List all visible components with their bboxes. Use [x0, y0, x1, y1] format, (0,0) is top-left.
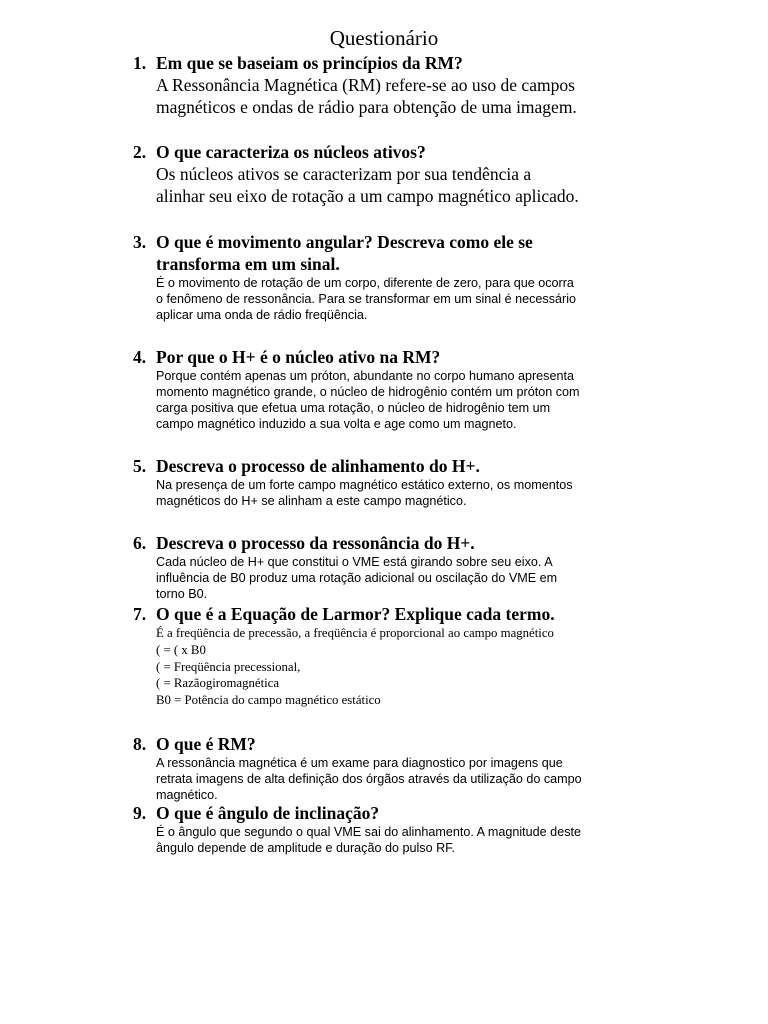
- question-7: [0, 603, 740, 709]
- question-text: Em que se baseiam os princípios da RM?: [156, 53, 463, 73]
- question-number: 7.: [133, 604, 147, 624]
- question-4: [0, 346, 740, 432]
- answer-text: É o ângulo que segundo o qual VME sai do alinhamento. A magnitude deste ângulo depende de amplitude e duração do pulso RF.: [156, 825, 581, 855]
- question-6: [0, 532, 740, 602]
- question-number: 5.: [133, 456, 147, 476]
- question-text: O que é RM?: [156, 734, 256, 754]
- answer-text: É o movimento de rotação de um corpo, diferente de zero, para que ocorra o fenômeno de ressonância. Para se transformar em um sinal é necessário aplicar uma onda de rádio freqüência.: [156, 276, 577, 322]
- question-number: 8.: [133, 734, 147, 754]
- question-text: O que é movimento angular? Descreva como ele se transforma em um sinal.: [156, 232, 533, 274]
- question-8: [0, 733, 740, 803]
- question-5: [0, 455, 740, 509]
- answer-text: É a freqüência de precessão, a freqüência é proporcional ao campo magnético ( = ( x B0 ( = Freqüência precessional, ( = Razãogiromagnética B0 = Potência do campo magnético estático: [156, 626, 554, 708]
- question-number: 1.: [133, 53, 147, 73]
- question-number: 3.: [133, 232, 147, 252]
- question-9: [0, 802, 740, 856]
- answer-text: Cada núcleo de H+ que constitui o VME está girando sobre seu eixo. A influência de B0 produz uma rotação adicional ou oscilação do VME em torno B0.: [156, 555, 558, 601]
- question-number: 9.: [133, 803, 147, 823]
- question-number: 6.: [133, 533, 147, 553]
- question-text: Descreva o processo da ressonância do H+.: [156, 533, 475, 553]
- question-3: [0, 231, 740, 323]
- page-title: Questionário: [329, 26, 439, 50]
- question-text: Descreva o processo de alinhamento do H+.: [156, 456, 480, 476]
- answer-text: Os núcleos ativos se caracterizam por sua tendência a alinhar seu eixo de rotação a um campo magnético aplicado.: [156, 164, 579, 206]
- question-number: 2.: [133, 142, 147, 162]
- answer-text: A Ressonância Magnética (RM) refere-se ao uso de campos magnéticos e ondas de rádio para obtenção de uma imagem.: [156, 75, 577, 117]
- question-text: O que caracteriza os núcleos ativos?: [156, 142, 426, 162]
- answer-text: Na presença de um forte campo magnético estático externo, os momentos magnéticos do H+ se alinham a este campo magnético.: [156, 478, 573, 508]
- question-text: Por que o H+ é o núcleo ativo na RM?: [156, 347, 441, 367]
- question-2: [0, 141, 740, 207]
- question-1: [0, 52, 740, 118]
- question-number: 4.: [133, 347, 147, 367]
- question-text: O que é ângulo de inclinação?: [156, 803, 380, 823]
- answer-text: A ressonância magnética é um exame para diagnostico por imagens que retrata imagens de alta definição dos órgãos através da utilização do campo magnético.: [156, 756, 582, 802]
- question-text: O que é a Equação de Larmor? Explique cada termo.: [156, 604, 555, 624]
- answer-text: Porque contém apenas um próton, abundante no corpo humano apresenta momento magnético grande, o núcleo de hidrogênio contém um próton com carga positiva que efetua uma rotação, o núcleo de hidrogênio tem um campo magnético induzido a sua volta e age como um magneto.: [156, 369, 580, 431]
